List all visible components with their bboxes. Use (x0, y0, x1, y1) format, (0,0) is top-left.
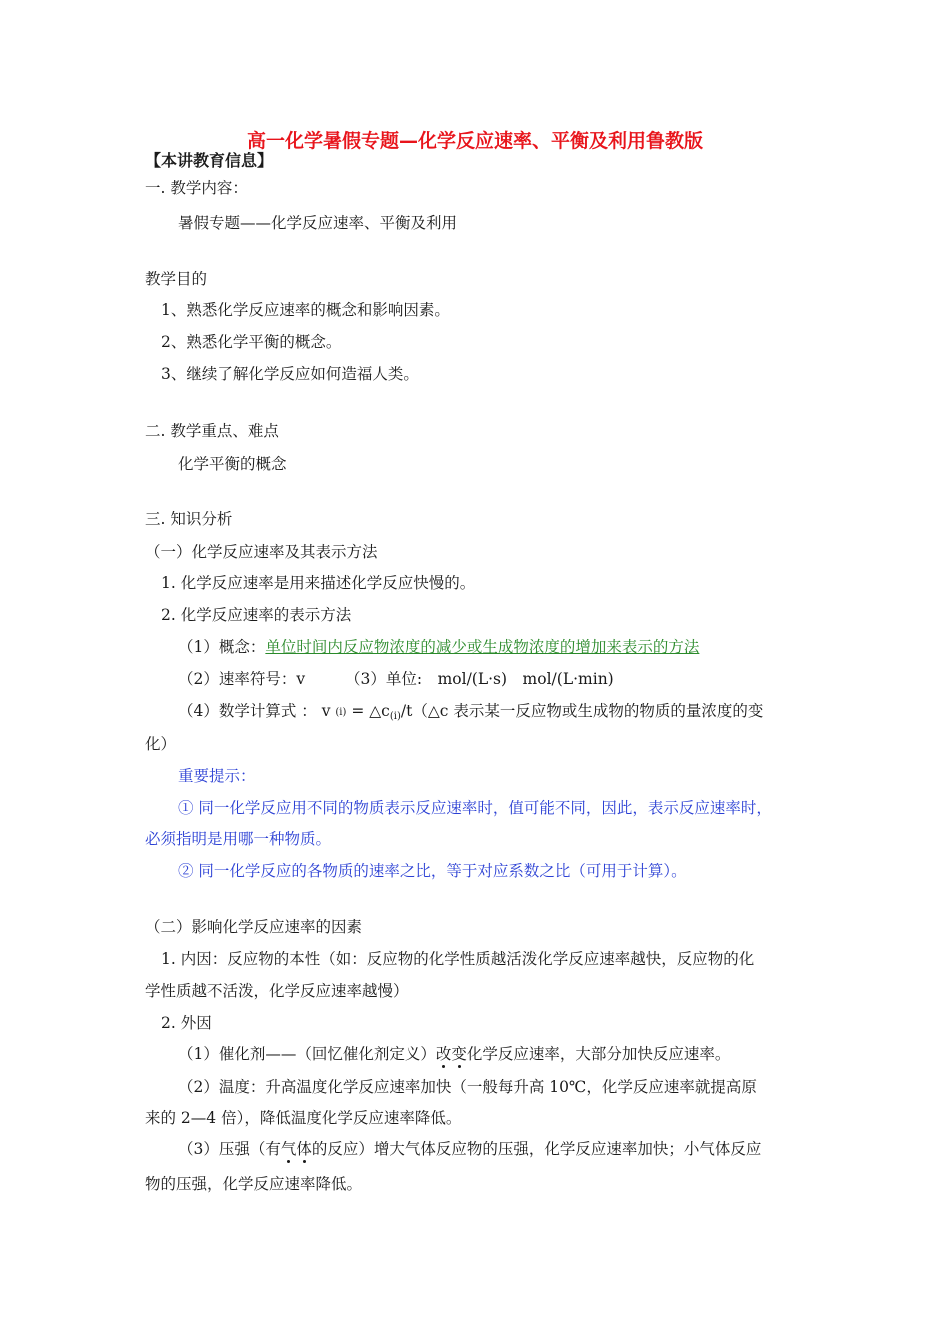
formula-mid: = △c (346, 702, 390, 720)
formula-suffix: /t（△c 表示某一反应物或生成物的物质的量浓度的变 (400, 702, 764, 720)
formula-prefix: （4）数学计算式 ： v (178, 702, 336, 720)
subsection1-heading: （一）化学反应速率及其表示方法 (145, 543, 378, 561)
concept-line (178, 637, 699, 657)
part3-heading: 三. 知识分析 (145, 510, 233, 528)
objectives-heading: 教学目的 (145, 270, 208, 288)
tip-heading: 重要提示： (178, 767, 256, 785)
catalyst-text-pre: （1）催化剂——（回忆催化剂定义） (178, 1045, 436, 1063)
external-factor-heading: 2. 外因 (161, 1014, 212, 1032)
formula-subscript-1: (i) (335, 707, 347, 718)
part1-content: 暑假专题——化学反应速率、平衡及利用 (178, 214, 458, 232)
formula-line (178, 701, 763, 727)
concept-label: （1）概念： (178, 638, 266, 656)
tip2: ② 同一化学反应的各物质的速率之比，等于对应系数之比（可用于计算）。 (178, 862, 687, 880)
objective-item-2: 2、熟悉化学平衡的概念。 (161, 333, 342, 351)
emphasis-char: 变 (451, 1045, 467, 1063)
pressure-line2: 物的压强，化学反应速率降低。 (145, 1175, 363, 1193)
pressure-text-pre: （3）压强（有 (178, 1140, 281, 1158)
emphasis-char: 体 (296, 1140, 312, 1158)
part2-content: 化学平衡的概念 (178, 455, 287, 473)
part2-heading: 二. 教学重点、难点 (145, 422, 279, 440)
internal-factor-line2: 学性质越不活泼，化学反应速率越慢） (145, 982, 409, 1000)
part1-heading: 一. 教学内容： (145, 179, 248, 197)
concept-definition: 单位时间内反应物浓度的减少或生成物浓度的增加来表示的方法 (265, 638, 700, 656)
emphasis-char: 气 (280, 1140, 297, 1158)
section-header: 【本讲教育信息】 (145, 151, 274, 170)
rate-item-2: 2. 化学反应速率的表示方法 (161, 606, 352, 624)
emphasis-char: 改 (435, 1045, 452, 1063)
catalyst-line (178, 1044, 730, 1064)
subsection2-heading: （二）影响化学反应速率的因素 (145, 918, 363, 936)
objective-item-3: 3、继续了解化学反应如何造福人类。 (161, 365, 419, 383)
rate-unit: （3）单位: mol/(L·s) mol/(L·min) (345, 670, 614, 688)
temperature-line2: 来的 2—4 倍），降低温度化学反应速率降低。 (145, 1109, 462, 1127)
formula-continuation: 化） (145, 735, 177, 753)
catalyst-text-post: 化学反应速率，大部分加快反应速率。 (466, 1045, 731, 1063)
pressure-text-post: 的反应）增大气体反应物的压强，化学反应速率加快；小气体反应 (311, 1140, 762, 1158)
tip1-line2: 必须指明是用哪一种物质。 (145, 830, 332, 848)
rate-symbol: （2）速率符号：v (178, 670, 306, 688)
tip1-line1: ① 同一化学反应用不同的物质表示反应速率时，值可能不同，因此，表示反应速率时， (178, 799, 772, 817)
internal-factor-line1: 1. 内因：反应物的本性（如：反应物的化学性质越活泼化学反应速率越快，反应物的化 (161, 950, 755, 968)
pressure-line1 (178, 1139, 761, 1159)
rate-item-1: 1. 化学反应速率是用来描述化学反应快慢的。 (161, 574, 476, 592)
objective-item-1: 1、熟悉化学反应速率的概念和影响因素。 (161, 301, 450, 319)
formula-subscript-2: (i) (389, 711, 401, 722)
document-title: 高一化学暑假专题—化学反应速率、平衡及利用鲁教版 (246, 130, 703, 152)
temperature-line1: （2）温度：升高温度化学反应速率加快（一般每升高 10℃，化学反应速率就提高原 (178, 1078, 757, 1096)
